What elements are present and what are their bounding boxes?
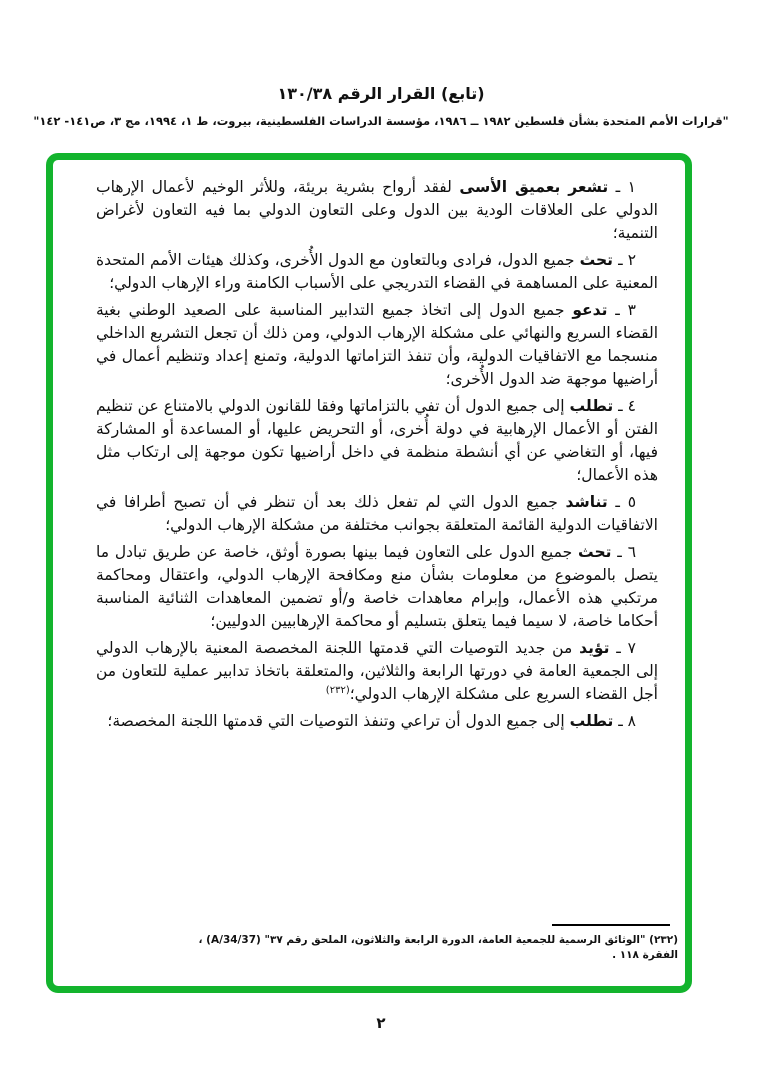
resolution-body <box>96 176 658 737</box>
body-paragraph <box>96 710 658 733</box>
paragraph-lead: تناشد <box>565 493 608 511</box>
paragraph-lead: تشعر بعميق الأسى <box>459 178 609 196</box>
paragraph-number: ٢ ـ <box>618 251 637 269</box>
paragraph-text: جميع الدول، فرادى وبالتعاون مع الدول الأُخرى، وكذلك هيئات الأمم المتحدة المعنية على المساهمة في القضاء التدريجي على الأسباب الكامنة وراء الإرهاب الدولي؛ <box>96 251 658 292</box>
body-paragraph <box>96 637 658 706</box>
paragraph-lead: تطلب <box>569 712 614 730</box>
paragraph-text: جميع الدول إلى اتخاذ جميع التدابير المناسبة على الصعيد الوطني بغية القضاء السريع والنهائي على مشكلة الإرهاب الدولي، ومن ذلك أن تجعل التشريع الداخلي منسجما مع الاتفاقيات الدولية، وأن تنفذ التزاماتها الدولية، وتمنع إعداد وتنظيم أعمال في أراضيها موجهة ضد الدول الأُخرى؛ <box>96 301 658 388</box>
paragraph-lead: تؤيد <box>579 639 610 657</box>
paragraph-number: ٧ ـ <box>616 639 636 657</box>
page-title: (تابع) القرار الرقم ١٣٠/٣٨ <box>277 84 485 103</box>
body-paragraph <box>96 541 658 633</box>
body-paragraph <box>96 491 658 537</box>
paragraph-text: جميع الدول على التعاون فيما بينها بصورة أوثق، خاصة عن طريق تبادل ما يتصل بالموضوع من معلومات بشأن منع ومكافحة الإرهاب الدولي، واعتقال ومحاكمة مرتكبي هذه الأعمال، وإبرام معاهدات خاصة و/أو تضمين المعاهدات الثنائية المناسبة أحكاما خاصة، لا سيما فيما يتعلق بتسليم أو محاكمة الإرهابيين الدوليين؛ <box>96 543 658 630</box>
body-paragraph <box>96 299 658 391</box>
source-citation: "قرارات الأمم المتحدة بشأن فلسطين ١٩٨٢ ــ ١٩٨٦، مؤسسة الدراسات الفلسطينية، بيروت، ط ١، ١٩٩٤، مج ٣، ص١٤١- ١٤٢" <box>33 114 729 128</box>
body-paragraph <box>96 395 658 487</box>
body-paragraph <box>96 176 658 245</box>
paragraph-text: إلى جميع الدول أن تراعي وتنفذ التوصيات التي قدمتها اللجنة المخصصة؛ <box>107 712 565 730</box>
paragraph-lead: تحث <box>579 251 613 269</box>
paragraph-number: ١ ـ <box>615 178 636 196</box>
paragraph-lead: تطلب <box>569 397 614 415</box>
paragraph-text: إلى جميع الدول أن تفي بالتزاماتها وفقا للقانون الدولي بالامتناع عن تنظيم الفتن أو الأعمال الإرهابية في دولة أُخرى، أو التحريض عليها، أو المساعدة أو المشاركة فيها، أو التغاضي عن أي أنشطة منظمة في داخل أراضيها تكون موجهة إلى ارتكاب مثل هذه الأعمال؛ <box>96 397 658 484</box>
footnote-reference: (٢٣٢) <box>325 684 350 696</box>
body-paragraph <box>96 249 658 295</box>
paragraph-number: ٣ ـ <box>615 301 636 319</box>
footnote-text: (٢٣٢) "الوثائق الرسمية للجمعية العامة، الدورة الرابعة والثلاثون، الملحق رقم ٣٧" (A/34/37) ، الفقرة ١١٨ . <box>198 934 678 961</box>
footnote-separator <box>552 924 670 926</box>
paragraph-lead: تحث <box>578 543 612 561</box>
page-number: ٢ <box>376 1014 386 1032</box>
paragraph-number: ٨ ـ <box>618 712 636 730</box>
paragraph-text: من جديد التوصيات التي قدمتها اللجنة المخصصة المعنية بالإرهاب الدولي إلى الجمعية العامة في دورتها الرابعة والثلاثين، والمتعلقة باتخاذ تدابير عملية للتعاون من أجل القضاء السريع على مشكلة الإرهاب الدولي؛ <box>96 639 658 703</box>
paragraph-number: ٤ ـ <box>618 397 636 415</box>
paragraph-text: لفقد أرواح بشرية بريئة، وللأثر الوخيم لأعمال الإرهاب الدولي على العلاقات الودية بين الدول وعلى التعاون الدولي بما فيه التعاون لأغراض التنمية؛ <box>96 178 658 242</box>
paragraph-number: ٥ ـ <box>615 493 637 511</box>
paragraph-number: ٦ ـ <box>617 543 637 561</box>
paragraph-text: جميع الدول التي لم تفعل ذلك بعد أن تنظر في أن تصبح أطرافا في الاتفاقيات الدولية القائمة المتعلقة بجوانب مختلفة من مشكلة الإرهاب الدولي؛ <box>96 493 658 534</box>
paragraph-lead: تدعو <box>572 301 608 319</box>
